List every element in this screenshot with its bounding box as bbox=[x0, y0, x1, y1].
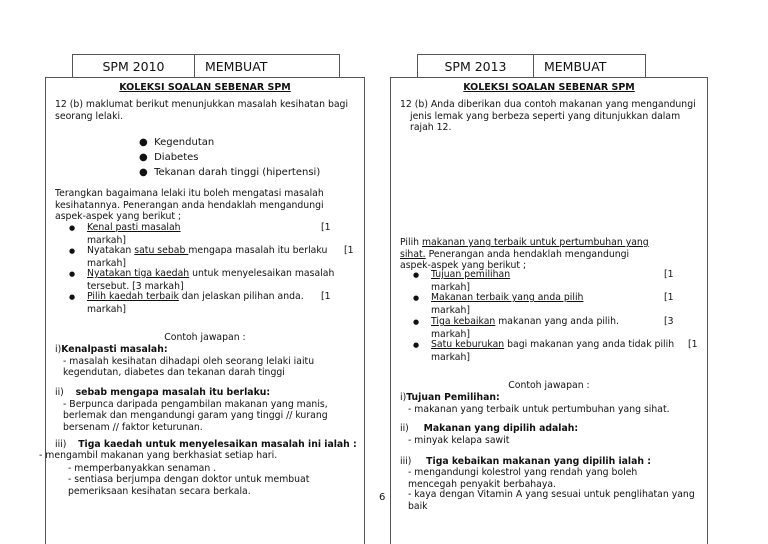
right-answer-3-item: - mengandungi kolestrol yang rendah yang boleh mencegah penyakit berbahaya. bbox=[408, 467, 638, 490]
right-aspect-2: ● Makanan terbaik yang anda pilih [1 markah] bbox=[413, 292, 674, 316]
right-answer-3: iii) Tiga kebaikan makanan yang dipilih ialah : bbox=[400, 456, 651, 467]
bullet-icon: ● bbox=[69, 293, 76, 301]
right-answer-2: ii) Makanan yang dipilih adalah: - minyak kelapa sawit bbox=[400, 423, 579, 446]
bullet-icon: ● bbox=[69, 270, 76, 278]
right-aspect-3: ● Tiga kebaikan makanan yang anda pilih. [3 markah] bbox=[413, 316, 674, 340]
list-item: ● Kegendutan bbox=[139, 137, 215, 148]
left-question-intro: 12 (b) maklumat berikut menunjukkan masalah kesihatan bagi seorang lelaki. bbox=[55, 99, 349, 122]
left-aspect-4: ● Pilih kaedah terbaik dan jelaskan pilihan anda. [1 markah] bbox=[69, 291, 331, 315]
left-answer-3-item: - mengambil makanan yang berkhasiat setiap hari. bbox=[39, 450, 278, 461]
left-topic-cell: MEMBUAT bbox=[205, 58, 268, 74]
left-answer-2: ii) sebab mengapa masalah itu berlaku: - Berpunca daripada pengambilan makanan yang manis, berlemak dan mengandungi garam yang tinggi // kurang bersenam // faktor keturunan. bbox=[55, 387, 328, 433]
bullet-icon: ● bbox=[69, 247, 76, 255]
left-answer-heading: Contoh jawapan : bbox=[164, 332, 246, 343]
left-answer-3: iii) Tiga kaedah untuk menyelesaikan masalah ini ialah : bbox=[55, 439, 357, 450]
bullet-icon: ● bbox=[413, 341, 420, 349]
left-instruction: Terangkan bagaimana lelaki itu boleh mengatasi masalah kesihatannya. Penerangan anda hendaklah mengandungi aspek-aspek yang berikut ; bbox=[55, 188, 324, 222]
left-answer-3-item: - memperbanyakkan senaman . bbox=[68, 463, 217, 474]
left-aspect-1: ● Kenal pasti masalah [1 markah] bbox=[69, 222, 331, 246]
right-answer-3-item: - kaya dengan Vitamin A yang sesuai untuk penglihatan yang baik bbox=[408, 489, 695, 512]
left-title: KOLEKSI SOALAN SEBENAR SPM bbox=[119, 82, 291, 93]
right-panel bbox=[390, 77, 708, 544]
right-title: KOLEKSI SOALAN SEBENAR SPM bbox=[463, 82, 635, 93]
bullet-icon: ● bbox=[139, 167, 155, 178]
bullet-icon: ● bbox=[139, 137, 155, 148]
right-topic-cell: MEMBUAT bbox=[544, 58, 607, 74]
right-aspect-1: ● Tujuan pemilihan [1 markah] bbox=[413, 269, 674, 293]
right-answer-heading: Contoh jawapan : bbox=[508, 380, 590, 391]
bullet-icon: ● bbox=[139, 152, 155, 163]
left-symptom-list bbox=[139, 135, 320, 180]
left-aspect-3: ● Nyatakan tiga kaedah untuk menyelesaikan masalah tersebut. [3 markah] bbox=[69, 268, 335, 292]
right-instruction: Pilih makanan yang terbaik untuk pertumbuhan yang sihat. Penerangan anda hendaklah mengandungi aspek-aspek yang berikut ; bbox=[400, 237, 649, 271]
left-answer-3-item: - sentiasa berjumpa dengan doktor untuk membuat pemeriksaan kesihatan secara berkala. bbox=[68, 474, 310, 497]
list-item: ● Diabetes bbox=[139, 152, 199, 163]
bullet-icon: ● bbox=[413, 271, 420, 279]
right-exam-cell: SPM 2013 bbox=[418, 55, 534, 77]
bullet-icon: ● bbox=[413, 294, 420, 302]
left-answer-1: i)Kenalpasti masalah: - masalah kesihatan dihadapi oleh seorang lelaki iaitu kegendutan, diabetes dan tekanan darah tinggi bbox=[55, 344, 315, 378]
list-item: ● Tekanan darah tinggi (hipertensi) bbox=[139, 167, 321, 178]
left-exam-cell: SPM 2010 bbox=[73, 55, 195, 77]
right-question-intro: 12 (b) Anda diberikan dua contoh makanan yang mengandungi jenis lemak yang berbeza seperti yang ditunjukkan dalam rajah 12. bbox=[400, 99, 696, 133]
right-header bbox=[417, 54, 646, 78]
left-panel bbox=[45, 77, 365, 544]
left-aspect-2: ● Nyatakan satu sebab mengapa masalah itu berlaku [1 markah] bbox=[69, 245, 354, 269]
page-number: 6 bbox=[379, 492, 386, 503]
right-answer-1: i)Tujuan Pemilihan: - makanan yang terbaik untuk pertumbuhan yang sihat. bbox=[400, 392, 670, 415]
bullet-icon: ● bbox=[413, 318, 420, 326]
bullet-icon: ● bbox=[69, 224, 76, 232]
right-aspect-4: ● Satu keburukan bagi makanan yang anda tidak pilih [1 markah] bbox=[413, 339, 698, 363]
left-header bbox=[72, 54, 340, 78]
